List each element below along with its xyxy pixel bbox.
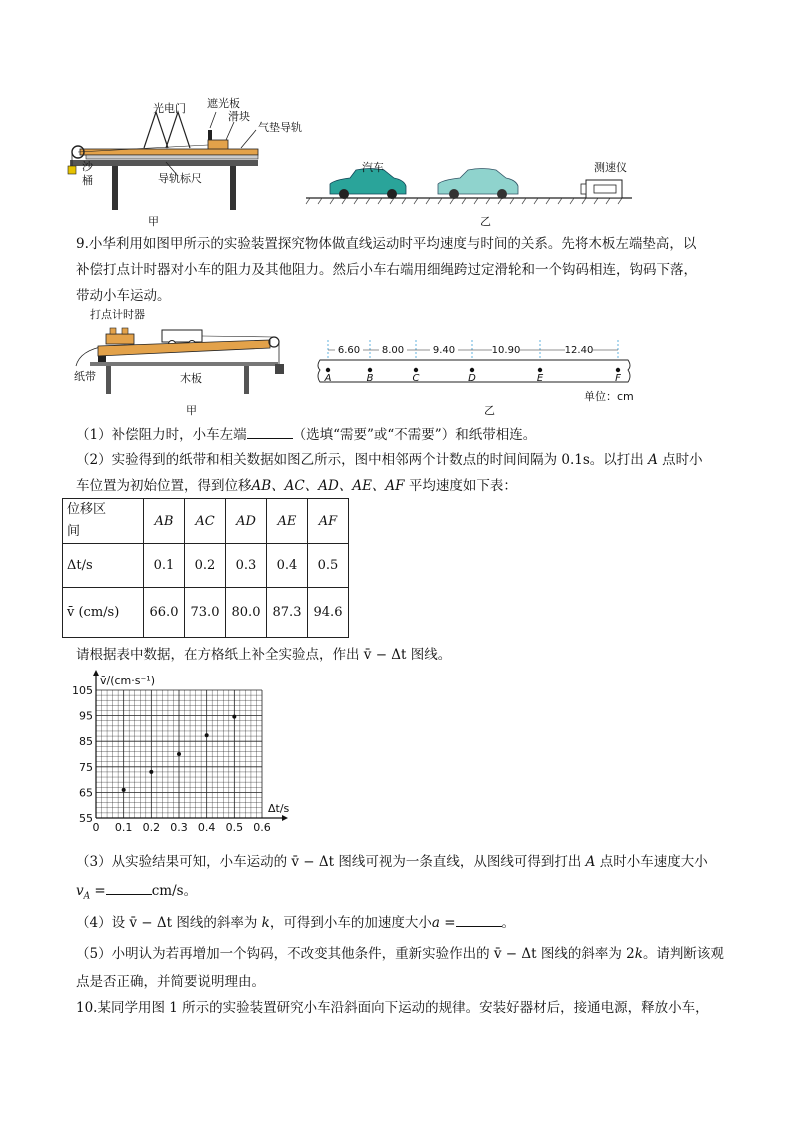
- tape-distance-label: 9.40: [432, 345, 456, 356]
- q9-part5-line2: 点是否正确，并简要说明理由。: [76, 974, 265, 990]
- tape-point-label: A: [324, 373, 332, 384]
- q9-part3-point-a: A: [585, 854, 596, 870]
- chart-y-tick-label: 75: [79, 760, 93, 774]
- q9-part5-k: k: [634, 946, 643, 962]
- table-row-v-label: v̄ (cm/s): [63, 588, 144, 638]
- table-cell-t-af: 0.5: [308, 544, 349, 588]
- chart-data-point-5: [232, 715, 236, 719]
- chart-data-point-2: [149, 770, 153, 774]
- tape-point-label: D: [468, 373, 476, 384]
- table-cell-v-ab: 66.0: [144, 588, 185, 638]
- q9-part3-line2: [76, 880, 197, 907]
- q9-part3-sub-a: A: [83, 891, 91, 902]
- table-cell-t-ae: 0.4: [267, 544, 308, 588]
- q9-part3-text-b: 点时小车速度大小: [599, 854, 708, 870]
- air-track-figure: [66, 92, 326, 224]
- chart-data-point-3: [177, 752, 181, 756]
- chart-y-tick-label: 95: [79, 709, 93, 723]
- q9-intro-line-3: 带动小车运动。: [76, 288, 171, 304]
- table-cell-t-ac: 0.2: [185, 544, 226, 588]
- q9-part3-eq: =: [90, 883, 106, 899]
- q9-part4-k: k: [261, 915, 270, 931]
- q9-part2-text-b: 点时小: [662, 452, 703, 468]
- table-cell-v-ae: 87.3: [267, 588, 308, 638]
- tape-dot-A: [326, 368, 330, 372]
- chart-y-axis-title: v̄/(cm·s⁻¹): [100, 674, 156, 687]
- bucket-label: 桶: [82, 174, 93, 187]
- fig-caption-jia-top: 甲: [148, 215, 159, 228]
- chart-y-tick-label: 55: [79, 812, 93, 825]
- q9-part4-text-a: （4）设 v̄ − Δt 图线的斜率为: [76, 915, 258, 931]
- q10-text: 10.某同学用图 1 所示的实验装置研究小车沿斜面向下运动的规律。安装好器材后，接通电源，释放小车，: [76, 1000, 709, 1016]
- data-table: [62, 498, 349, 638]
- sand-label: 沙: [82, 160, 93, 173]
- q9-part4: [76, 912, 515, 933]
- table-cell-t-ad: 0.3: [226, 544, 267, 588]
- q9-part1-text-b: （选填“需要”或“不需要”）和纸带相连。: [292, 427, 537, 443]
- q9-part2-text-c: 车位置为初始位置，得到位移: [76, 478, 252, 494]
- table-header-cell: [63, 499, 144, 544]
- q9-part1-answer-blank[interactable]: [247, 424, 293, 439]
- table-cell-t-ab: 0.1: [144, 544, 185, 588]
- chart-y-tick-label: 65: [79, 786, 93, 800]
- table-header-line1: 位移区: [67, 502, 107, 517]
- q9-part4-text-b: ，可得到小车的加速度大小: [269, 915, 432, 931]
- tape-dot-E: [538, 368, 542, 372]
- chart-x-tick-label: 0.6: [253, 821, 271, 834]
- photogate-label: 光电门: [153, 102, 186, 115]
- q9-part3-var-v: v: [76, 883, 84, 899]
- tape-distance-label: 12.40: [564, 345, 594, 356]
- q9-part2-point-a: A: [648, 452, 658, 468]
- cars-figure: [300, 160, 640, 210]
- q9-part3-answer-blank[interactable]: [106, 880, 152, 895]
- q9-part2-text-e: 平均速度如下表：: [404, 478, 517, 494]
- ruler-label: 导轨标尺: [158, 172, 202, 185]
- table-cell-v-ac: 73.0: [185, 588, 226, 638]
- shade-label: 遮光板: [207, 97, 240, 110]
- timer-label: 打点计时器: [90, 308, 145, 321]
- tape-distance-label: 8.00: [381, 345, 405, 356]
- tape-dot-F: [616, 368, 620, 372]
- tape-point-label: B: [366, 373, 374, 384]
- q9-part2-text-a: （2）实验得到的纸带和相关数据如图乙所示，图中相邻两个计数点的时间间隔为 0.1s。以打出: [76, 452, 644, 468]
- tape-unit-label: 单位：cm: [584, 390, 634, 403]
- tape-point-label: C: [412, 373, 420, 384]
- chart-x-tick-label: 0.4: [197, 821, 216, 834]
- q9-part5-line1: [76, 944, 724, 964]
- chart-y-tick-label: 85: [79, 735, 93, 749]
- q9-part4-end: 。: [501, 915, 516, 931]
- velocity-time-chart[interactable]: [60, 668, 300, 838]
- tape-distance-label: 6.60: [337, 345, 361, 356]
- q9-part4-eq: =: [439, 915, 456, 931]
- fig-caption-yi-q9: 乙: [484, 404, 495, 417]
- q9-intro-line-2: 补偿打点计时器对小车的阻力及其他阻力。然后小车右端用细绳跨过定滑轮和一个钩码相连，钩码下落，: [76, 262, 697, 278]
- table-cell-v-ad: 80.0: [226, 588, 267, 638]
- chart-y-arrow: [93, 670, 99, 676]
- speedometer-label: 测速仪: [594, 161, 627, 174]
- chart-x-tick-label: 0.1: [114, 821, 133, 834]
- tape-point-label: F: [615, 373, 621, 384]
- q9-part5-text-b: 。请判断该观: [642, 946, 724, 962]
- table-col-ae: AE: [267, 499, 308, 544]
- fig-caption-jia-q9: 甲: [186, 404, 197, 417]
- car-label: 汽车: [362, 161, 384, 174]
- table-col-ab: AB: [144, 499, 185, 544]
- tape-label: 纸带: [74, 370, 96, 383]
- table-row-t-label: Δt/s: [63, 544, 144, 588]
- chart-data-point-1: [122, 788, 126, 792]
- q9-part4-answer-blank[interactable]: [456, 912, 502, 927]
- q9-part2-line2: [76, 476, 517, 496]
- q9-intro-line-1: 9.小华利用如图甲所示的实验装置探究物体做直线运动时平均速度与时间的关系。先将木板左端垫高，以: [76, 236, 697, 252]
- chart-x-arrow: [282, 815, 288, 821]
- q9-part5-text-a: （5）小明认为若再增加一个钩码，不改变其他条件，重新实验作出的 v̄ − Δt 图线的斜率为 2: [76, 946, 635, 962]
- tape-point-label: E: [536, 373, 544, 384]
- q9-part2-intervals: AB、AC、AD、AE、AF: [251, 478, 405, 494]
- tape-dot-D: [470, 368, 474, 372]
- q9-part3-text-a: （3）从实验结果可知，小车运动的 v̄ − Δt 图线可视为一条直线，从图线可得到打出: [76, 854, 582, 870]
- fig-caption-yi-top: 乙: [480, 215, 491, 228]
- chart-x-tick-label: 0: [92, 821, 100, 834]
- q9-part1-text-a: （1）补偿阻力时，小车左端: [76, 427, 247, 443]
- chart-y-tick-label: 105: [72, 684, 93, 697]
- air-track-label: 气垫导轨: [258, 121, 302, 134]
- q9-part1: [76, 424, 536, 445]
- table-col-af: AF: [308, 499, 349, 544]
- q9-part3-unit: cm/s。: [151, 883, 198, 899]
- table-col-ad: AD: [226, 499, 267, 544]
- chart-x-tick-label: 0.3: [170, 821, 188, 834]
- table-note: 请根据表中数据，在方格纸上补全实验点，作出 v̄ − Δt 图线。: [76, 647, 452, 663]
- tape-distance-label: 10.90: [491, 345, 521, 356]
- chart-x-axis-title: Δt/s: [268, 802, 290, 815]
- slider-label: 滑块: [228, 110, 250, 123]
- table-col-ac: AC: [185, 499, 226, 544]
- chart-x-tick-label: 0.2: [142, 821, 161, 834]
- chart-x-tick-label: 0.5: [225, 821, 244, 834]
- q9-part2-line1: [76, 450, 703, 470]
- chart-data-point-4: [205, 733, 209, 737]
- q9-part3-line1: [76, 852, 708, 872]
- tape-dot-B: [368, 368, 372, 372]
- table-cell-v-af: 94.6: [308, 588, 349, 638]
- tape-dot-C: [414, 368, 418, 372]
- table-header-line2: 间: [67, 524, 81, 539]
- q9-part4-var-a: a: [431, 915, 440, 931]
- board-label: 木板: [180, 372, 202, 385]
